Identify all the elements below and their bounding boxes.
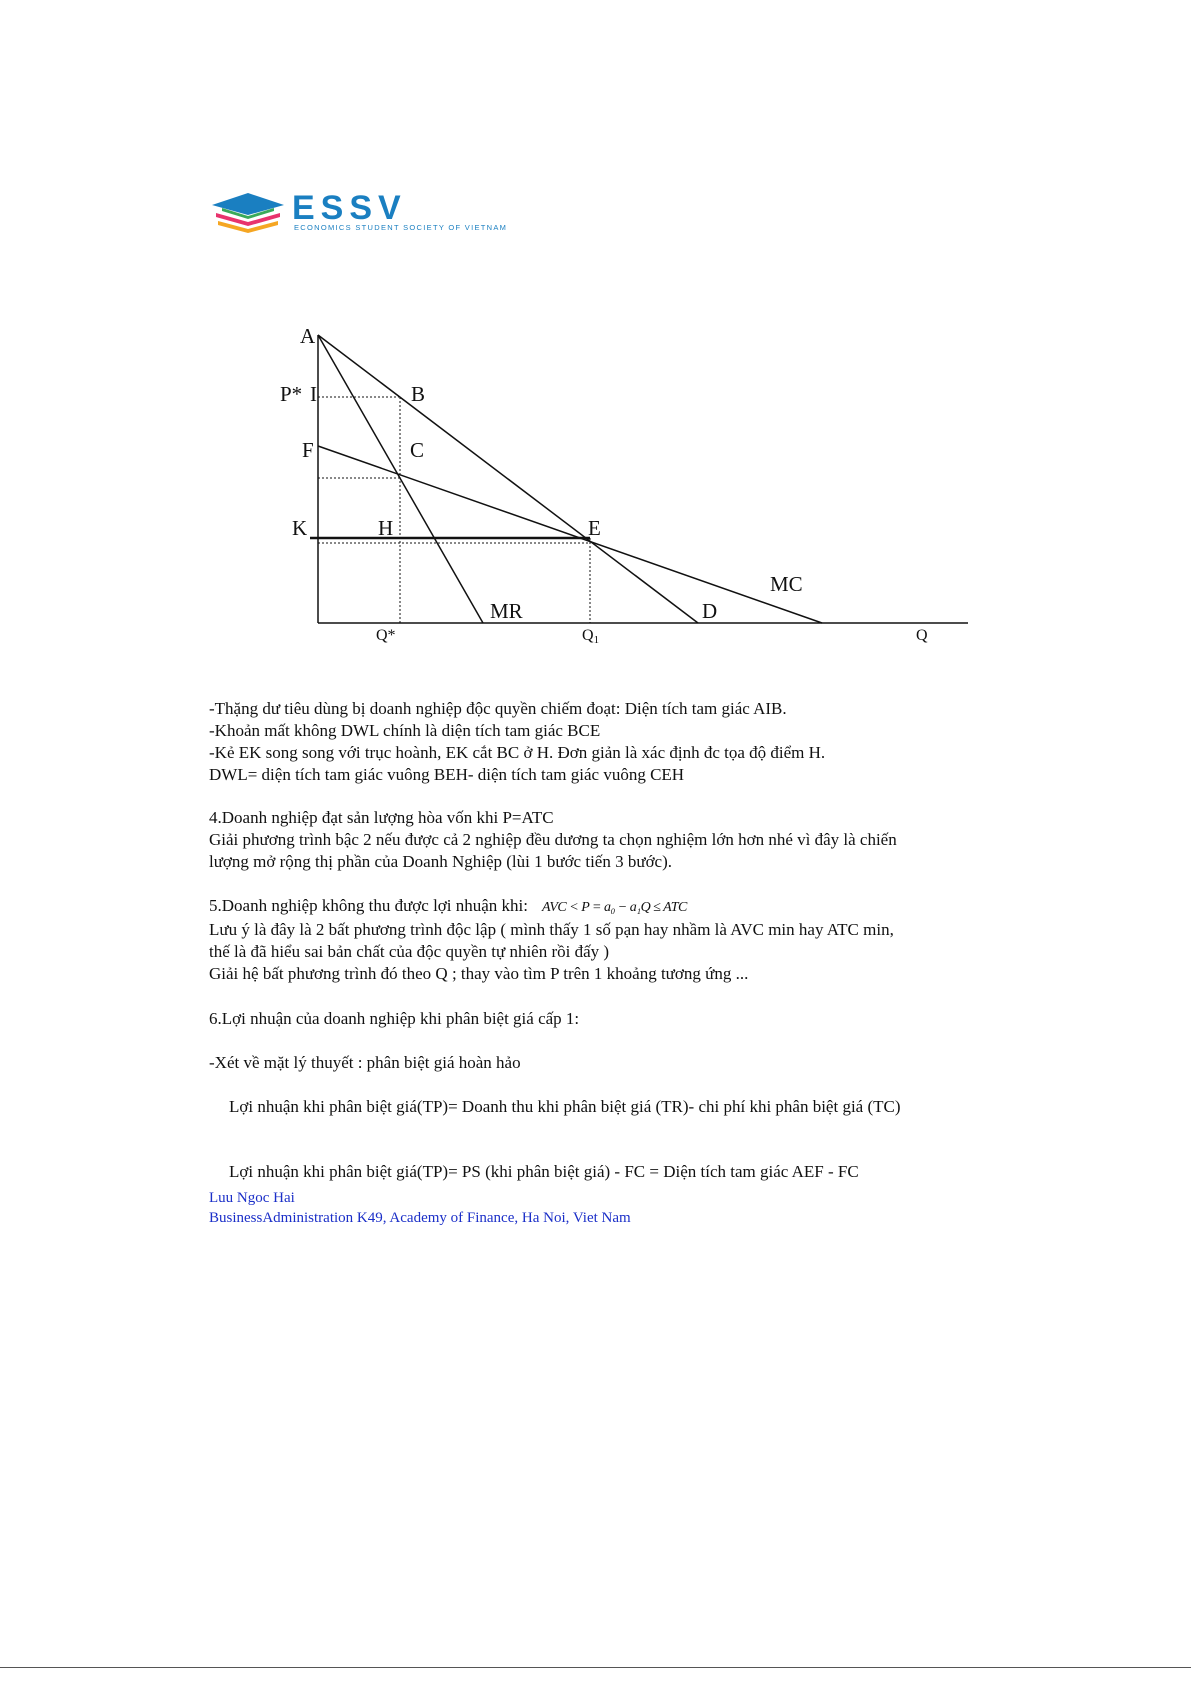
page-bottom-rule (0, 1667, 1191, 1668)
section-5-title-text: 5.Doanh nghiệp không thu được lợi nhuận khi: (209, 896, 528, 915)
label-d: D (702, 599, 718, 623)
text-line: lượng mở rộng thị phần của Doanh Nghiệp (lùi 1 bước tiến 3 bước). (209, 852, 673, 871)
text-line: -Thặng dư tiêu dùng bị doanh nghiệp độc quyền chiếm đoạt: Diện tích tam giác AIB. (209, 699, 787, 718)
text-line: thế là đã hiểu sai bản chất của độc quyền tự nhiên rồi đấy ) (209, 942, 610, 961)
author-affiliation: BusinessAdministration K49, Academy of Finance, Ha Noi, Viet Nam (209, 1210, 631, 1226)
label-mr: MR (490, 599, 523, 623)
label-mc: MC (770, 572, 803, 596)
essv-logo (208, 189, 588, 233)
label-h: H (378, 516, 394, 540)
profit-formula-2: Lợi nhuận khi phân biệt giá(TP)= PS (khi phân biệt giá) - FC = Diện tích tam giác AEF - FC (229, 1162, 859, 1181)
text-line: Lưu ý là đây là 2 bất phương trình độc lập ( mình thấy 1 số pạn hay nhầm là AVC min hay ATC min, (209, 920, 894, 939)
section-5-title (209, 895, 989, 919)
label-b: B (411, 382, 426, 406)
profit-formula-1: Lợi nhuận khi phân biệt giá(TP)= Doanh thu khi phân biệt giá (TR)- chi phí khi phân biệt giá (TC) (229, 1097, 901, 1116)
logo-subtitle: ECONOMICS STUDENT SOCIETY OF VIETNAM (294, 223, 508, 232)
label-q: Q (916, 627, 928, 644)
graduation-cap-icon (208, 193, 288, 235)
monopoly-diagram (270, 325, 980, 645)
section-6-subtitle: -Xét về mặt lý thuyết : phân biệt giá hoàn hảo (209, 1053, 521, 1072)
label-q1: Q1 (582, 627, 600, 646)
section-dwl (209, 698, 989, 786)
author-name: Luu Ngoc Hai (209, 1190, 295, 1206)
author-footer (209, 1188, 631, 1228)
section-4 (209, 807, 989, 873)
label-i: I (310, 382, 317, 406)
section-6-title: 6.Lợi nhuận của doanh nghiệp khi phân biệt giá cấp 1: (209, 1009, 580, 1028)
condition-formula: AVC < P = a₀ − a₁Q ≤ ATC (542, 900, 687, 915)
label-q-star: Q* (376, 627, 396, 644)
text-line: -Khoản mất không DWL chính là diện tích tam giác BCE (209, 721, 601, 740)
section-4-title: 4.Doanh nghiệp đạt sản lượng hòa vốn khi P=ATC (209, 808, 554, 827)
logo-wordmark: ESSV (292, 189, 407, 227)
label-e: E (588, 516, 601, 540)
text-line: -Kẻ EK song song với trục hoành, EK cắt BC ở H. Đơn giản là xác định đc tọa độ điểm H. (209, 743, 826, 762)
label-f: F (302, 438, 314, 462)
text-line: DWL= diện tích tam giác vuông BEH- diện tích tam giác vuông CEH (209, 765, 685, 784)
demand-line (318, 335, 698, 623)
text-line: Giải phương trình bậc 2 nếu được cả 2 nghiệp đều dương ta chọn nghiệm lớn hơn nhé vì đây là chiến (209, 830, 897, 849)
label-c: C (410, 438, 425, 462)
mc-line (318, 446, 822, 623)
label-a: A (300, 324, 316, 348)
label-p-star: P* (280, 382, 303, 406)
label-k: K (292, 516, 308, 540)
section-5 (209, 895, 989, 985)
text-line: Giải hệ bất phương trình đó theo Q ; thay vào tìm P trên 1 khoảng tương ứng ... (209, 964, 749, 983)
